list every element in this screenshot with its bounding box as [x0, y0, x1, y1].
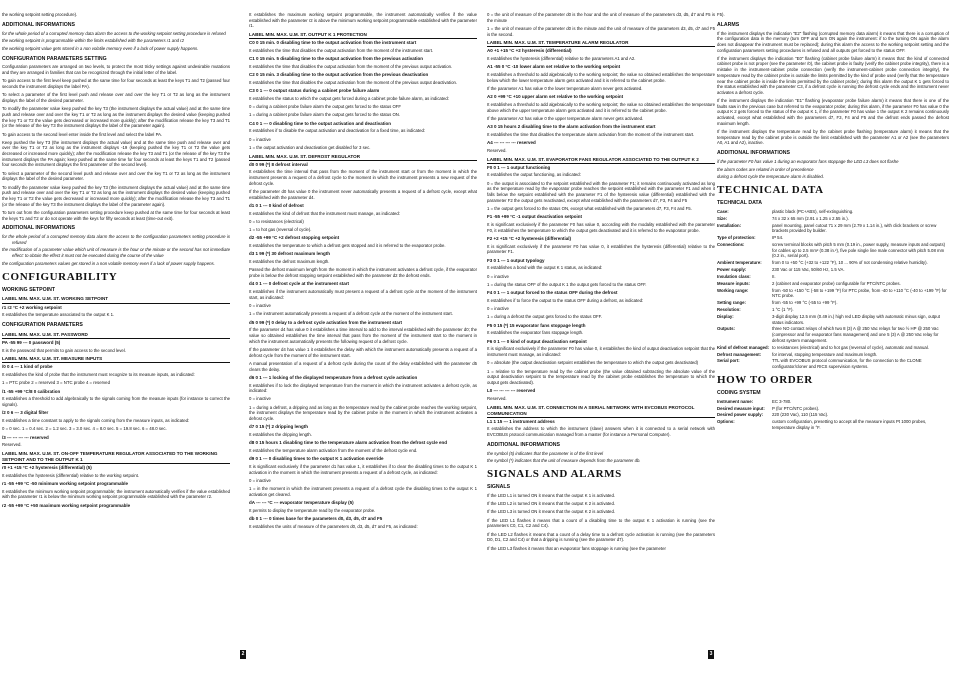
param-row: /1 -55 +99 °C/8 0 calibration — [2, 388, 61, 394]
bullet: the alarm codes are related in order of precedence — [717, 166, 814, 172]
param-row: d5 0 99 (*) 0 delay to a defrost cycle activation from the instrument start — [249, 319, 403, 325]
paragraph: the working setpoint setting procedure). — [2, 12, 78, 17]
spec-label: Resolution: — [717, 307, 741, 313]
param-row: C4 0 1 --- 0 disabling time to the output activation and deactivation — [249, 120, 392, 126]
option: 1 = in the moment in which the instrument presents a request of a defrost cycle the disabling times to the output K 1 activation get cleared. — [249, 486, 477, 497]
paragraph: It establishes the minimum working setpoint programmable; the instrument automatically verifies if the value established with the parameter r1 is below the minimum working setpoint programmable established with the parameter r2. — [2, 488, 230, 500]
param-row: C0 0 15 min. 0 disabling time to the output activation from the instrument start — [249, 40, 417, 46]
param-table-header: LABEL MIN. MAX. U.M. ST. OUTPUT K 1 PROTECTION — [249, 32, 477, 39]
chapter-title: SIGNALS AND ALARMS — [487, 468, 622, 480]
paragraph: Reserved. — [487, 147, 507, 153]
param-row: r1 -55 +99 °C -50 minimum working setpoint programmable — [2, 481, 128, 487]
spec-value: three NO contact relays of which two 8 (3) A @ 250 Vac relays for two ½ HP @ 250 Vac (compressor and for evaporator fans management) and one 5 (3) A @ 250 Vac relay for defrost system management. — [772, 326, 939, 343]
spec-value: 220 (230 Vac), 110 (115 Vac). — [772, 412, 829, 418]
order-list — [717, 399, 949, 431]
spec-row — [717, 307, 949, 313]
param-row: d1 0 1 --- 0 kind of defrost — [249, 202, 304, 208]
page-number: 2 — [241, 651, 245, 657]
bullet: during a defrost cycle the temperature alarm is disabled. — [717, 174, 824, 180]
spec-label: Desired power supply: — [717, 412, 764, 418]
param-row: F0 0 1 --- 1 output functioning — [487, 164, 551, 170]
option: 1 = the instrument automatically presents a request of a defrost cycle at the moment of the instrument start. — [249, 311, 453, 317]
spec-label: Desired measure input: — [717, 405, 765, 411]
param-table-header: LABEL MIN. MAX. U.M. ST. CONNECTION IN A SERIAL NETWORK WITH EVCOBUS PROTOCOL COMMUNICATION — [487, 405, 715, 418]
param-row: /3 --- --- --- --- reserved — [2, 434, 49, 440]
spec-label: Outputs: — [717, 326, 735, 332]
paragraph: Keep pushed the key T3 (the instrument displays the actual value) and at the same time push and release over and over the key T1 or T2 as long as the instrument displays -19 (keeping pushed the key T1 or T2 the value gets decreased or increased more quickly); after the modification release the key T3 and T1 (or the release of the key T3 the instrument displays the PA again; keep pushed at the same time for four seconds at least the keys T1 and T2 (passed four seconds the instrument displays the first parameter of the second level). — [2, 139, 230, 168]
paragraph: If the LED L3 flashes it means that an evaporator fans stoppage is running (see the parameter — [487, 545, 666, 551]
bullet: the symbol (5) indicates that the parameter is of the first level — [487, 450, 604, 456]
section-heading: CONFIGURATION PARAMETERS — [2, 321, 83, 328]
section-heading: TECHNICAL DATA — [717, 200, 762, 207]
paragraph: To modify the parameter value keep pushed the key T3 (the instrument displays the actual value) and at the same time push and release over and over the key T1 or T2 as long as the instrument displays the desired value (keeping pushed the key T1 or T2 the value gets decreased or increased more quickly); after the modification release the key T3 and T1 (or the release of the key T3 the instrument displays the label of the parameter again). — [2, 106, 230, 129]
paragraph: To select a parameter of the first level push and release over and over the key T1 or T2 as long as the instrument displays the label of the desired parameter. — [2, 92, 230, 103]
paragraph: If the LED L1 flashes it means that a count of a disabling time to the output K 1 activation is running (see the parameters C0, C1, C2 and C4). — [487, 517, 715, 529]
bullet: for the whole period of a corrupted memory data alarm the access to the configuration parameters setting procedure is refused — [2, 234, 230, 245]
spec-value: II. — [772, 273, 776, 279]
chapter-title: TECHNICAL DATA — [717, 183, 824, 196]
spec-label: Measure inputs: — [717, 280, 750, 286]
paragraph: To gain access to the first level keep pushed at the same time for four seconds at least the keys T1 and T2 (passed four seconds the instrument displays the label PA). — [2, 78, 230, 90]
paragraph: It is significant exclusively if the parameter d1 has value 1, it establishes if to clear the disabling times to the output K 1 activation in the moment in which the instrument presents a request of a defrost cycle, as indicated: — [249, 464, 477, 475]
paragraph: It establishes the dripping length. — [249, 432, 312, 438]
paragraph: If the LED L2 is turned ON it means that the output K 2 is activated. — [487, 501, 616, 507]
param-table-header: LABEL MIN. MAX. U.M. ST. PASSWORD — [2, 332, 230, 339]
param-row: C1 0 15 min. 5 disabling time to the output activation from the previous activation — [249, 56, 424, 62]
paragraph: It establishes if to force the output to the status OFF during a defrost, as indicated: — [487, 297, 644, 303]
bullet: the modification of a parameter value which unit of measure is the hour or the minute or the second has not immediate effect: to obtain the effect it must not be executed during the course of the value — [2, 247, 230, 259]
paragraph: Reserved. — [2, 442, 22, 448]
param-row: C3 0 1 --- 0 output status during a cabinet probe failure alarm — [249, 88, 380, 94]
chapter-title: HOW TO ORDER — [717, 373, 813, 386]
paragraph: If the LED L1 is turned ON it means that the output K 1 is activated. — [487, 492, 616, 498]
spec-label: Options: — [717, 419, 735, 425]
paragraph: It establishes the defrost maximum length. — [249, 259, 330, 265]
paragraph: To turn out from the configuration parameters setting procedure keep pushed at the same time for four seconds at least the keys T1 and T2 or do not operate with the keys for fifty seconds at least (time-out exit). — [2, 209, 230, 221]
paragraph: Passed the defrost maximum length from the moment in which the instrument activates a defrost cycle, if the evaporator probe is below the defrost stopping setpoint established with the parameter d2 the defrost ends. — [249, 267, 477, 279]
option: 1 = the output gets forced to the status ON, except what established with the parameters d7, F3, F4 and F5. — [487, 205, 692, 211]
param-row: F3 0 1 --- 1 output typology — [487, 257, 545, 263]
paragraph: It establishes if the instrument automatically must present a request of a defrost cycle at the moment of the instrument start, as indicated: — [249, 289, 477, 300]
paragraph: It is significant exclusively if the parameter F0 has value 0, according with the modality established with the parameter F0, it establishes the temperature to which the output gets deactivated and it is referred to the evaporator probe. — [487, 221, 715, 233]
paragraph: It is significant exclusively if the parameter F0 has value 0, it establishes the kind of output deactivation setpoint that the instrument must manage, as indicated: — [487, 346, 715, 358]
param-row: r2 -55 +99 °C +50 maximum working setpoint programmable — [2, 502, 131, 508]
param-row: F2 +2 +15 °C +2 hysteresis (differential) — [487, 235, 571, 241]
spec-value: screw terminal blocks with pitch 5 mm (0.19 in., power supply, measure inputs and outputs) for cables up to 2.5 mm² (0.38 in.²), five pole single line male connector with pitch 5.08 mm (0.2 in., serial port). — [772, 242, 946, 259]
param-row: A3 0 15 hours 2 disabling time to the alarm activation from the instrument start — [487, 124, 656, 130]
paragraph: It establishes the time interval that pass from the moment of the instrument start or from the moment in which the instrument presents a request of a defrost cycle to the moment in which the instrument presents a new request of the defrost cycle. — [249, 169, 477, 186]
param-row: F5 0 15 (*) 15 evaporator fans stoppage length — [487, 322, 586, 328]
spec-row — [717, 314, 949, 325]
param-row: d2 -55 +99 °C +2 defrost stopping setpoint — [249, 235, 340, 241]
param-row: L0 --- --- --- --- reserved — [487, 388, 536, 394]
paragraph: It establishes the time that disables the temperature alarm activation from the moment of the instrument start. — [487, 131, 695, 137]
section-heading: ADDITIONAL INFORMATIONS — [2, 21, 76, 28]
paragraph: It establishes the kind of probe that the instrument must recognize to its measure inputs, as indicated: — [2, 372, 195, 378]
spec-value: EC 3-780. — [772, 398, 792, 404]
paragraph: A manual presentation of a request of a defrost cycle during the count of the delay established with the parameter d5 clears the delay. — [249, 360, 477, 372]
page-number: 3 — [709, 651, 713, 657]
paragraph: It establishes the status to which the output gets forced during a cabinet probe failure alarm, as indicated: — [249, 95, 449, 101]
spec-row — [717, 406, 949, 412]
param-row: /2 0 6 --- 3 digital filter — [2, 410, 49, 416]
paragraph: It is the password that permits to gain access to the second level. — [2, 347, 126, 353]
spec-value: from 0 to +50 °C (+32 to +122 °F), 10 ... 90% of not condensing relative humidity). — [772, 260, 928, 266]
paragraph: It establishes the kind of defrost that the instrument must manage, as indicated: — [249, 210, 400, 216]
param-row: F6 0 1 --- 0 kind of output deactivation setpoint — [487, 338, 587, 344]
option: 0 = during a cabinet probe failure alarm the output gets forced to the status OFF — [249, 104, 402, 110]
paragraph: If the parameter A1 has value 0 the lower temperature alarm never gets activated. — [487, 86, 643, 92]
option: 1 = relative to the temperature read by the cabinet probe (the value obtained subtracting the absolute value of the output deactivation setpoint to the temperature read by the cabinet probe establishes the temperature to which the output gets deactivated). — [487, 368, 715, 385]
option: 0 = inactive — [249, 303, 271, 309]
column-2 — [249, 12, 477, 672]
spec-row — [717, 209, 949, 215]
spec-row — [717, 358, 949, 369]
paragraph: F5). — [717, 12, 725, 17]
paragraph: If the parameter d4 has value 0 it establishes a time interval to add to the interval established with the parameter d0; the value so obtained establishes the time interval that pass from the moment of the instrument start to the moment in which the instrument automatically presents the following request of a defrost cycle. — [249, 327, 477, 344]
spec-row — [717, 412, 949, 418]
spec-row — [717, 216, 949, 222]
param-row: A2 0 +99 °C +10 upper alarm set relative to the working setpoint — [487, 94, 624, 100]
paragraph: Configuration parameters are arranged on two levels, to protect the most tricky settings against undesirable mutations and they are arranged in families that can be recognized through the initial letter of the label. — [2, 64, 230, 76]
param-row: L1 1 15 --- 1 instrument address — [487, 418, 555, 424]
bullet: the working setpoint value gets stored in a non volatile memory even if a lack of power supply happens. — [2, 45, 199, 51]
spec-value: plastic black (PC+ABS), self-extinguishing. — [772, 208, 854, 214]
spec-row — [717, 300, 949, 306]
technical-data-list — [717, 209, 949, 370]
param-row: d9 0 1 --- 0 disabling times to the output K 1 activation override — [249, 456, 384, 462]
param-row: d8 0 15 hours 1 disabling time to the temperature alarm activation from the defrost cycle end — [249, 440, 448, 446]
paragraph: It establishes the temperature alarm activation from the moment of the defrost cycle end. — [249, 448, 418, 454]
spec-row — [717, 267, 949, 273]
option: 0 = inactive — [487, 306, 509, 312]
param-row: d4 0 1 --- 0 defrost cycle at the instrument start — [249, 281, 350, 287]
spec-value: from -55 to +99 °C (-55 to +99 °F). — [772, 300, 838, 306]
option: 0 = inactive — [249, 136, 271, 142]
option: 1 = to hot gas (reversal of cycle). — [249, 227, 312, 233]
paragraph: It establishes the evaporator fans stoppage length. — [487, 330, 584, 336]
spec-value: custom configuration, presetting to accept all the measure inputs Pt 1000 probes, temperature display in °F. — [772, 419, 927, 430]
option: 0 = the unit of measure of the parameter d0 is the hour and the unit of measure of the parameters d3, d5, d7 and F5 is the minute — [487, 12, 715, 23]
section-heading: ADDITIONAL INFORMATIONS — [2, 225, 76, 232]
paragraph: It establishes the hysteresis (differential) relative to the parameters A1 and A2. — [487, 56, 636, 62]
options: 1 = PTC probe 2 = reserved 3 = NTC probe 4 = reserved — [2, 380, 110, 386]
param-row: d7 0 15 (*) 2 dripping length — [249, 424, 309, 430]
spec-row — [717, 235, 949, 241]
chapter-title: CONFIGURABILITY — [2, 270, 118, 283]
spec-label: Power supply: — [717, 267, 747, 273]
paragraph: It establishes a bond with the output K 1 status, as indicated: — [487, 265, 603, 271]
option: 0 = the output is associated to the setpoint established with the parameter F1; it remains continuously activated as long as the temperature read by the evaporator probe reaches the setpoint established with the parameter F1 and when it falls below the setpoint established with the parameter F1 of the hysteresis value (differential) established with the parameter F2 the output gets reactivated, except what established with the parameters d7, F3, F4 and F5 — [487, 180, 715, 203]
paragraph: It establishes a threshold to add algebraically to the working setpoint; the value so obtained establishes the temperature below which the lower temperature alarm gets activated and it is referred to the cabinet probe. — [487, 72, 715, 83]
param-row: /0 0 4 --- 1 kind of probe — [2, 364, 53, 370]
paragraph: If the instrument displays the indication "E0" flashing (cabinet probe failure alarm) it means that: the kind of connected cabinet probe is not proper (see the parameter /0), the cabinet probe is faulty (verify the cabinet probe integrity), there is a mistake in the instrument-cabinet probe connection (verify the instrument-cabinet probe connection integrity), the temperature read by the cabinet probe is outside the limits permitted by the kind of probe used (verify that the temperature near the cabinet probe is inside the limits permitted by the cabinet probe); during this alarm the output K 1 gets forced to the status established with the parameter C3, if a defrost cycle is running the defrost cycle ends and the instrument never activates a defrost cycle. — [717, 55, 949, 95]
spec-label: Working range: — [717, 287, 749, 293]
section-heading: CODING SYSTEM — [717, 389, 761, 396]
param-row: F4 0 1 --- 1 output forced to the status OFF during the defrost — [487, 290, 618, 296]
paragraph: It establishes if to lock the displayed temperature from the moment in which the instrument activates a defrost cycle, as indicated: — [249, 382, 477, 394]
spec-value: for interval, stopping temperature and maximum length. — [772, 351, 878, 357]
column-1 — [2, 12, 230, 672]
param-row: A1 -55 0 °C -10 lower alarm set relative to the working setpoint — [487, 64, 621, 70]
option: 0 = inactive — [487, 273, 509, 279]
param-table-header: LABEL MIN. MAX. U.M. ST. DEFROST REGULATOR — [249, 154, 477, 161]
paragraph: It establishes the time that disables the output activation from the moment of the previous output activation. — [249, 63, 453, 69]
param-row: r1 r2 °C +2 working setpoint — [2, 304, 62, 310]
paragraph: It establishes the maximum working setpoint programmable, the instrument automatically verifies if the value established with the parameter r2 is above the minimum working setpoint programmable established with the parameter r1. — [249, 12, 477, 29]
option: 1 = during the status OFF of the output K 1 the output gets forced to the status OFF. — [487, 281, 647, 287]
spec-label: Display: — [717, 313, 734, 319]
param-row: dA --- --- °C --- evaporator temperature display (5) — [249, 500, 354, 506]
spec-label: Setting range: — [717, 300, 746, 306]
spec-value: panel mounting, panel cutout 71 x 29 mm (2.79 x 1.14 in.), with click brackets or screw brackets provided by builder. — [772, 222, 937, 234]
section-heading: ALARMS — [717, 21, 740, 28]
param-row: db 0 1 --- 0 times base for the parameters d0, d3, d5, d7 and F5 — [249, 516, 383, 522]
param-row: A4 --- --- --- --- reserved — [487, 140, 536, 146]
paragraph: It establishes the time that disables the output activation from the moment of the instrument start. — [249, 47, 434, 53]
spec-label: Size: — [717, 215, 728, 221]
param-row: d6 0 1 --- 1 locking of the displayed temperature from a defrost cycle activation — [249, 374, 418, 380]
spec-value: 74 x 32 x 65 mm (2.91 x 1.25 x 2.55 in.). — [772, 215, 849, 221]
bullet: the working setpoint is programmable within the limits established with the parameters r1 and r2 — [2, 38, 184, 44]
option: 1 = the output activation and deactivation get disabled for 3 sec. — [249, 144, 371, 150]
bullet: if the parameter F0 has value 1 during an evaporator fans stoppage the LED L3 does not flashe — [717, 158, 899, 164]
column-3 — [487, 12, 715, 672]
spec-value: from -50 to +150 °C (-58 to +199 °F) for PTC probe, from -40 to +110 °C (-40 to +199 °F) for NTC probe. — [772, 287, 947, 299]
bullet: for the whole period of a corrupted memory data alarm the access to the working setpoint setting procedure is refused — [2, 30, 226, 36]
paragraph: If the instrument displays the indication "E2" flashing (corrupted memory data alarm) it means that there is a corruption of the configuration data in the memory (turn OFF and turn ON again the instrument: if to the turning ON again the alarm does not disappear the instrument must be replaced); during this alarm the access to the working setpoint setting and the configuration parameters setting procedures is refused and all outputs get forced to the status OFF. — [717, 30, 949, 53]
spec-label: Type of protection: — [717, 235, 756, 241]
param-table-header: LABEL MIN. MAX. U.M. ST. TEMPERATURE ALARM REGULATOR — [487, 40, 715, 47]
option: 0 = absolute (the output deactivation setpoint establishes the temperature to which the output gets deactivated) — [487, 360, 699, 366]
section-heading: ADDITIONAL INFORMATIONS — [487, 441, 561, 448]
spec-label: Defrost management: — [717, 351, 762, 357]
option: 1 = during a defrost, a dripping and as long as the temperature read by the cabinet probe reaches the working setpoint, the instrument displays the temperature read by the cabinet probe in the moment in which the instrument activates a defrost cycle. — [249, 404, 477, 422]
spec-value: 1 °C (1 °F). — [772, 307, 794, 313]
paragraph: It establishes the temperature associated to the output K 1. — [2, 312, 115, 318]
spec-value: 2 (cabinet and evaporator probe) configurable for PTC/NTC probes. — [772, 280, 901, 286]
paragraph: It is significant exclusively if the parameter F0 has value 0, it establishes the hysteresis (differential) relative to the parameter F1. — [487, 243, 715, 255]
section-heading: CONFIGURATION PARAMETERS SETTING — [2, 55, 107, 62]
option: 0 = to resistances (electrical) — [249, 218, 304, 224]
spec-label: Instrument name: — [717, 398, 754, 404]
spec-value: TTL with EVCOBUS protocol communication, for the connection to the CLONE configurator/cloner and RICS supervision systems. — [772, 358, 922, 370]
spec-value: 230 Vac or 115 Vac, 50/60 Hz, 1.5 VA. — [772, 267, 845, 273]
spec-row — [717, 352, 949, 358]
option: 1 = during a cabinet probe failure alarm the output gets forced to the status ON. — [249, 112, 401, 118]
paragraph: It establishes the address to which the instrument (slave) answers when it is connected to a serial network with EVCOBUS protocol communication managed from a master (for instance a Personal Computer). — [487, 426, 715, 438]
spec-row — [717, 223, 949, 234]
spec-label: Kind of defrost managed: — [717, 344, 770, 350]
paragraph: It permits to display the temperature read by the evaporator probe. — [249, 507, 376, 513]
option: 1 = the unit of measure of the parameter d0 is the minute and the unit of measure of the parameters d3, d5, d7 and F5 is the second. — [487, 25, 715, 37]
section-heading: WORKING SETPOINT — [2, 286, 56, 293]
spec-row — [717, 419, 949, 430]
param-row: F1 -55 +99 °C -1 output deactivation setpoint — [487, 214, 582, 220]
paragraph: If the instrument displays the temperature read by the cabinet probe flashing (temperature alarm) it means that the temperature read by the cabinet probe is outside the limit established with the parameter A1 or A2 (see the parameters A0, A1 and A2), inactive. — [717, 129, 949, 146]
bullet: the configuration parameters values get stored in a non volatile memory even if a lack of power supply happens. — [2, 260, 215, 266]
spec-label: Serial port: — [717, 358, 740, 364]
spec-row — [717, 281, 949, 287]
paragraph: It establishes a threshold to add algebraically to the signals coming from the measure inputs (for instance to correct the signals). — [2, 396, 230, 407]
param-table-header: LABEL MIN. MAX. U.M. ST. ON-OFF TEMPERATURE REGULATOR ASSOCIATED TO THE WORKING SETPOINT AND TO THE OUTPUT K 1 — [2, 451, 230, 464]
spec-label: Ambient temperature: — [717, 260, 762, 266]
spec-label: Installation: — [717, 222, 742, 228]
param-row: d0 0 99 (*) 8 defrost interval — [249, 161, 308, 167]
spec-row — [717, 242, 949, 259]
param-row: A0 +1 +15 °C +2 hysteresis (differential) — [487, 48, 572, 54]
spec-label: Insulation class: — [717, 273, 751, 279]
spec-value: IP 54. — [772, 235, 784, 241]
param-table-header: LABEL MIN. MAX. U.M. ST. WORKING SETPOINT — [2, 296, 230, 303]
paragraph: It establishes a threshold to add algebraically to the working setpoint; the value so obtained establishes the temperature above which the upper temperature alarm gets activated and it is referred to the cabinet probe. — [487, 102, 715, 113]
option: 1 = during a defrost the output gets forced to the status OFF. — [487, 314, 603, 320]
param-row: PA -55 99 --- 0 password (5) — [2, 339, 61, 345]
paragraph: It establishes the output functioning, as indicated: — [487, 172, 581, 178]
paragraph: Reserved. — [487, 395, 507, 401]
param-row: C2 0 15 min. 3 disabling time to the output activation from the previous deactivation — [249, 72, 429, 78]
paragraph: If the LED L2 flashes it means that a count of a delay time to a defrost cycle activation is running (see the parameters D0, D1, C2 and C4) or that a dripping is running (see the parameter d7). — [487, 531, 715, 543]
paragraph: It establishes if to disable the output activation and deactivation for a fixed time, as indicated: — [249, 128, 426, 134]
spec-value: 3-digit display 12.5 mm (0.49 in.) high red LED display with automatic minus sign, output status indicators. — [772, 313, 940, 325]
param-table-header: LABEL MIN. MAX. U.M. ST. MEASURE INPUTS — [2, 356, 230, 363]
param-table-header: LABEL MIN. MAX. U.M. ST. EVAPORATOR FANS REGULATOR ASSOCIATED TO THE OUTPUT K 2 — [487, 157, 715, 164]
spec-row — [717, 260, 949, 266]
option: 0 = inactive — [249, 396, 271, 402]
paragraph: If the parameter A2 has value 0 the upper temperature alarm never gets activated. — [487, 115, 644, 121]
spec-label: Case: — [717, 208, 729, 214]
paragraph: If the parameter d4 has value 1 it establishes the delay with which the instrument automatically presents a request of a defrost cycle from the moment of the instrument start. — [249, 346, 477, 358]
section-heading: SIGNALS — [487, 484, 511, 491]
spec-row — [717, 274, 949, 280]
param-row: r0 +1 +15 °C +2 hysteresis (differential) (5) — [2, 465, 92, 471]
options: 0 = 0 sec. 1 = 0.4 sec. 2 = 1.2 sec. 3 = 3.0 sec. 4 = 8.0 sec. 5 = 19.8 sec. 6 = 48.0 sec. — [2, 426, 167, 432]
spec-row — [717, 326, 949, 343]
spec-row — [717, 345, 949, 351]
column-4 — [717, 12, 949, 672]
paragraph: If the LED L3 is turned ON it means that the output K 2 is activated. — [487, 509, 616, 515]
paragraph: It establishes the units of measure of the parameters d0, d3, d5, d7 and F5, as indicated: — [249, 523, 418, 529]
paragraph: If the parameter d0 has value 0 the instrument never automatically presents a request of a defrost cycle, except what established with the parameter d4. — [249, 188, 477, 200]
paragraph: To gain access to the second level enter inside the first level and select the label PA. — [2, 131, 163, 137]
paragraph: To select a parameter of the second level push and release over and over the key T1 or T2 as long as the instrument displays the label of the desired parameter. — [2, 170, 230, 182]
option: 0 = inactive — [249, 478, 271, 483]
section-heading: ADDITIONAL INFORMATIONS — [717, 150, 791, 157]
paragraph: It establishes the time that disables the output activation from the moment of the previous output deactivation. — [249, 79, 458, 85]
param-row: d3 1 99 (*) 30 defrost maximum length — [249, 251, 331, 257]
spec-row — [717, 399, 949, 405]
paragraph: It establishes the hysteresis (differential) relative to the working setpoint. — [2, 472, 140, 478]
paragraph: If the instrument displays the indication "E1" flashing (evaporator probe failure alarm) it means that there is one of the faults saw in the previous case but referred to the evaporator probe; during this alarm, if the parameter F0 has value 0 the output K 2 gets forced to the status of the output K 1, if the parameter F0 has value 1 the output K 2 remains continuously activated, except what established with the parameters d7, F3, F4 and F5 and the defrost ends passed the defrost maximum length. — [717, 98, 949, 126]
bullet: the symbol (*) indicates that the unit of measure depends from the parameter db. — [487, 458, 641, 464]
spec-value: to resistances (electrical) and to hot gas (reversal of cycle), automatic and manual. — [772, 344, 929, 350]
paragraph: It establishes the temperature to which a defrost gets stopped and it is referred to the evaporator probe. — [249, 243, 446, 249]
spec-label: Connections: — [717, 242, 745, 248]
spec-row — [717, 288, 949, 299]
spec-value: P (for PTC/NTC probes). — [772, 405, 820, 411]
paragraph: To modify the parameter value keep pushed the key T3 (the instrument displays the actual value) and at the same time push and release over and over the key T1 or T2 as long as the instrument displays the desired value (keeping pushed the key T1 or T2 the value gets decreased or increased more quickly); after the modification release the key T3 and T1 (or the release of the key T3 the instrument displays the label of the parameter again). — [2, 184, 230, 207]
paragraph: It establishes a time constant to apply to the signals coming from the measure inputs, as indicated: — [2, 417, 190, 423]
